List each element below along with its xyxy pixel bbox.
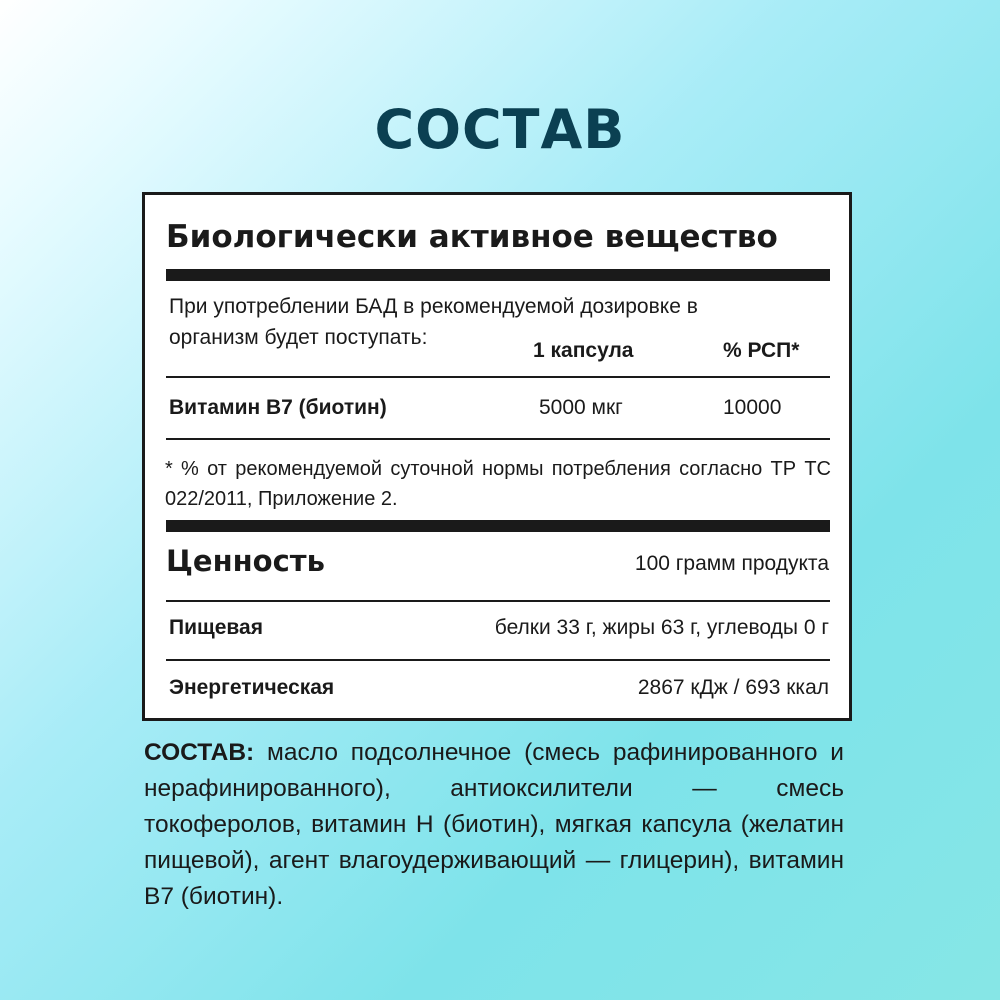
divider-thick xyxy=(166,520,830,532)
composition-lead: СОСТАВ: xyxy=(144,739,255,766)
divider-thick xyxy=(166,269,830,281)
nutrition-row-label: Пищевая xyxy=(169,616,263,639)
vitamin-rsp: 10000 xyxy=(723,396,782,419)
nutrition-row-value: белки 33 г, жиры 63 г, углеводы 0 г xyxy=(494,616,829,639)
divider-thin xyxy=(166,659,830,661)
value-per-amount: 100 грамм продукта xyxy=(634,552,829,575)
page-title: СОСТАВ xyxy=(374,98,626,161)
divider-thin xyxy=(166,376,830,378)
footnote: * % от рекомендуемой суточной нормы потребления согласно ТР ТС 022/2011, Приложение 2. xyxy=(165,458,831,510)
energy-row-value: 2867 кДж / 693 ккал xyxy=(637,676,829,699)
value-heading: Ценность xyxy=(166,544,325,578)
composition-text xyxy=(144,735,844,915)
supplement-facts-panel xyxy=(142,192,852,721)
vitamin-dose: 5000 мкг xyxy=(539,396,623,419)
intro-text: При употреблении БАД в рекомендуемой дозировке в организм будет поступать: xyxy=(169,295,698,349)
column-header-rsp: % РСП* xyxy=(723,339,800,362)
energy-row-label: Энергетическая xyxy=(169,676,335,699)
composition-body: масло подсолнечное (смесь рафинированного и нерафинированного), антиоксилители — смесь токоферолов, витамин Н (биотин), мягкая капсула (желатин пищевой), агент влагоудерживающий — глицерин), витамин В7 (биотин). xyxy=(144,739,844,910)
vitamin-name: Витамин В7 (биотин) xyxy=(169,396,387,419)
divider-thin xyxy=(166,438,830,440)
panel-heading: Биологически активное вещество xyxy=(166,219,778,255)
column-header-dose: 1 капсула xyxy=(533,339,634,362)
divider-thin xyxy=(166,600,830,602)
